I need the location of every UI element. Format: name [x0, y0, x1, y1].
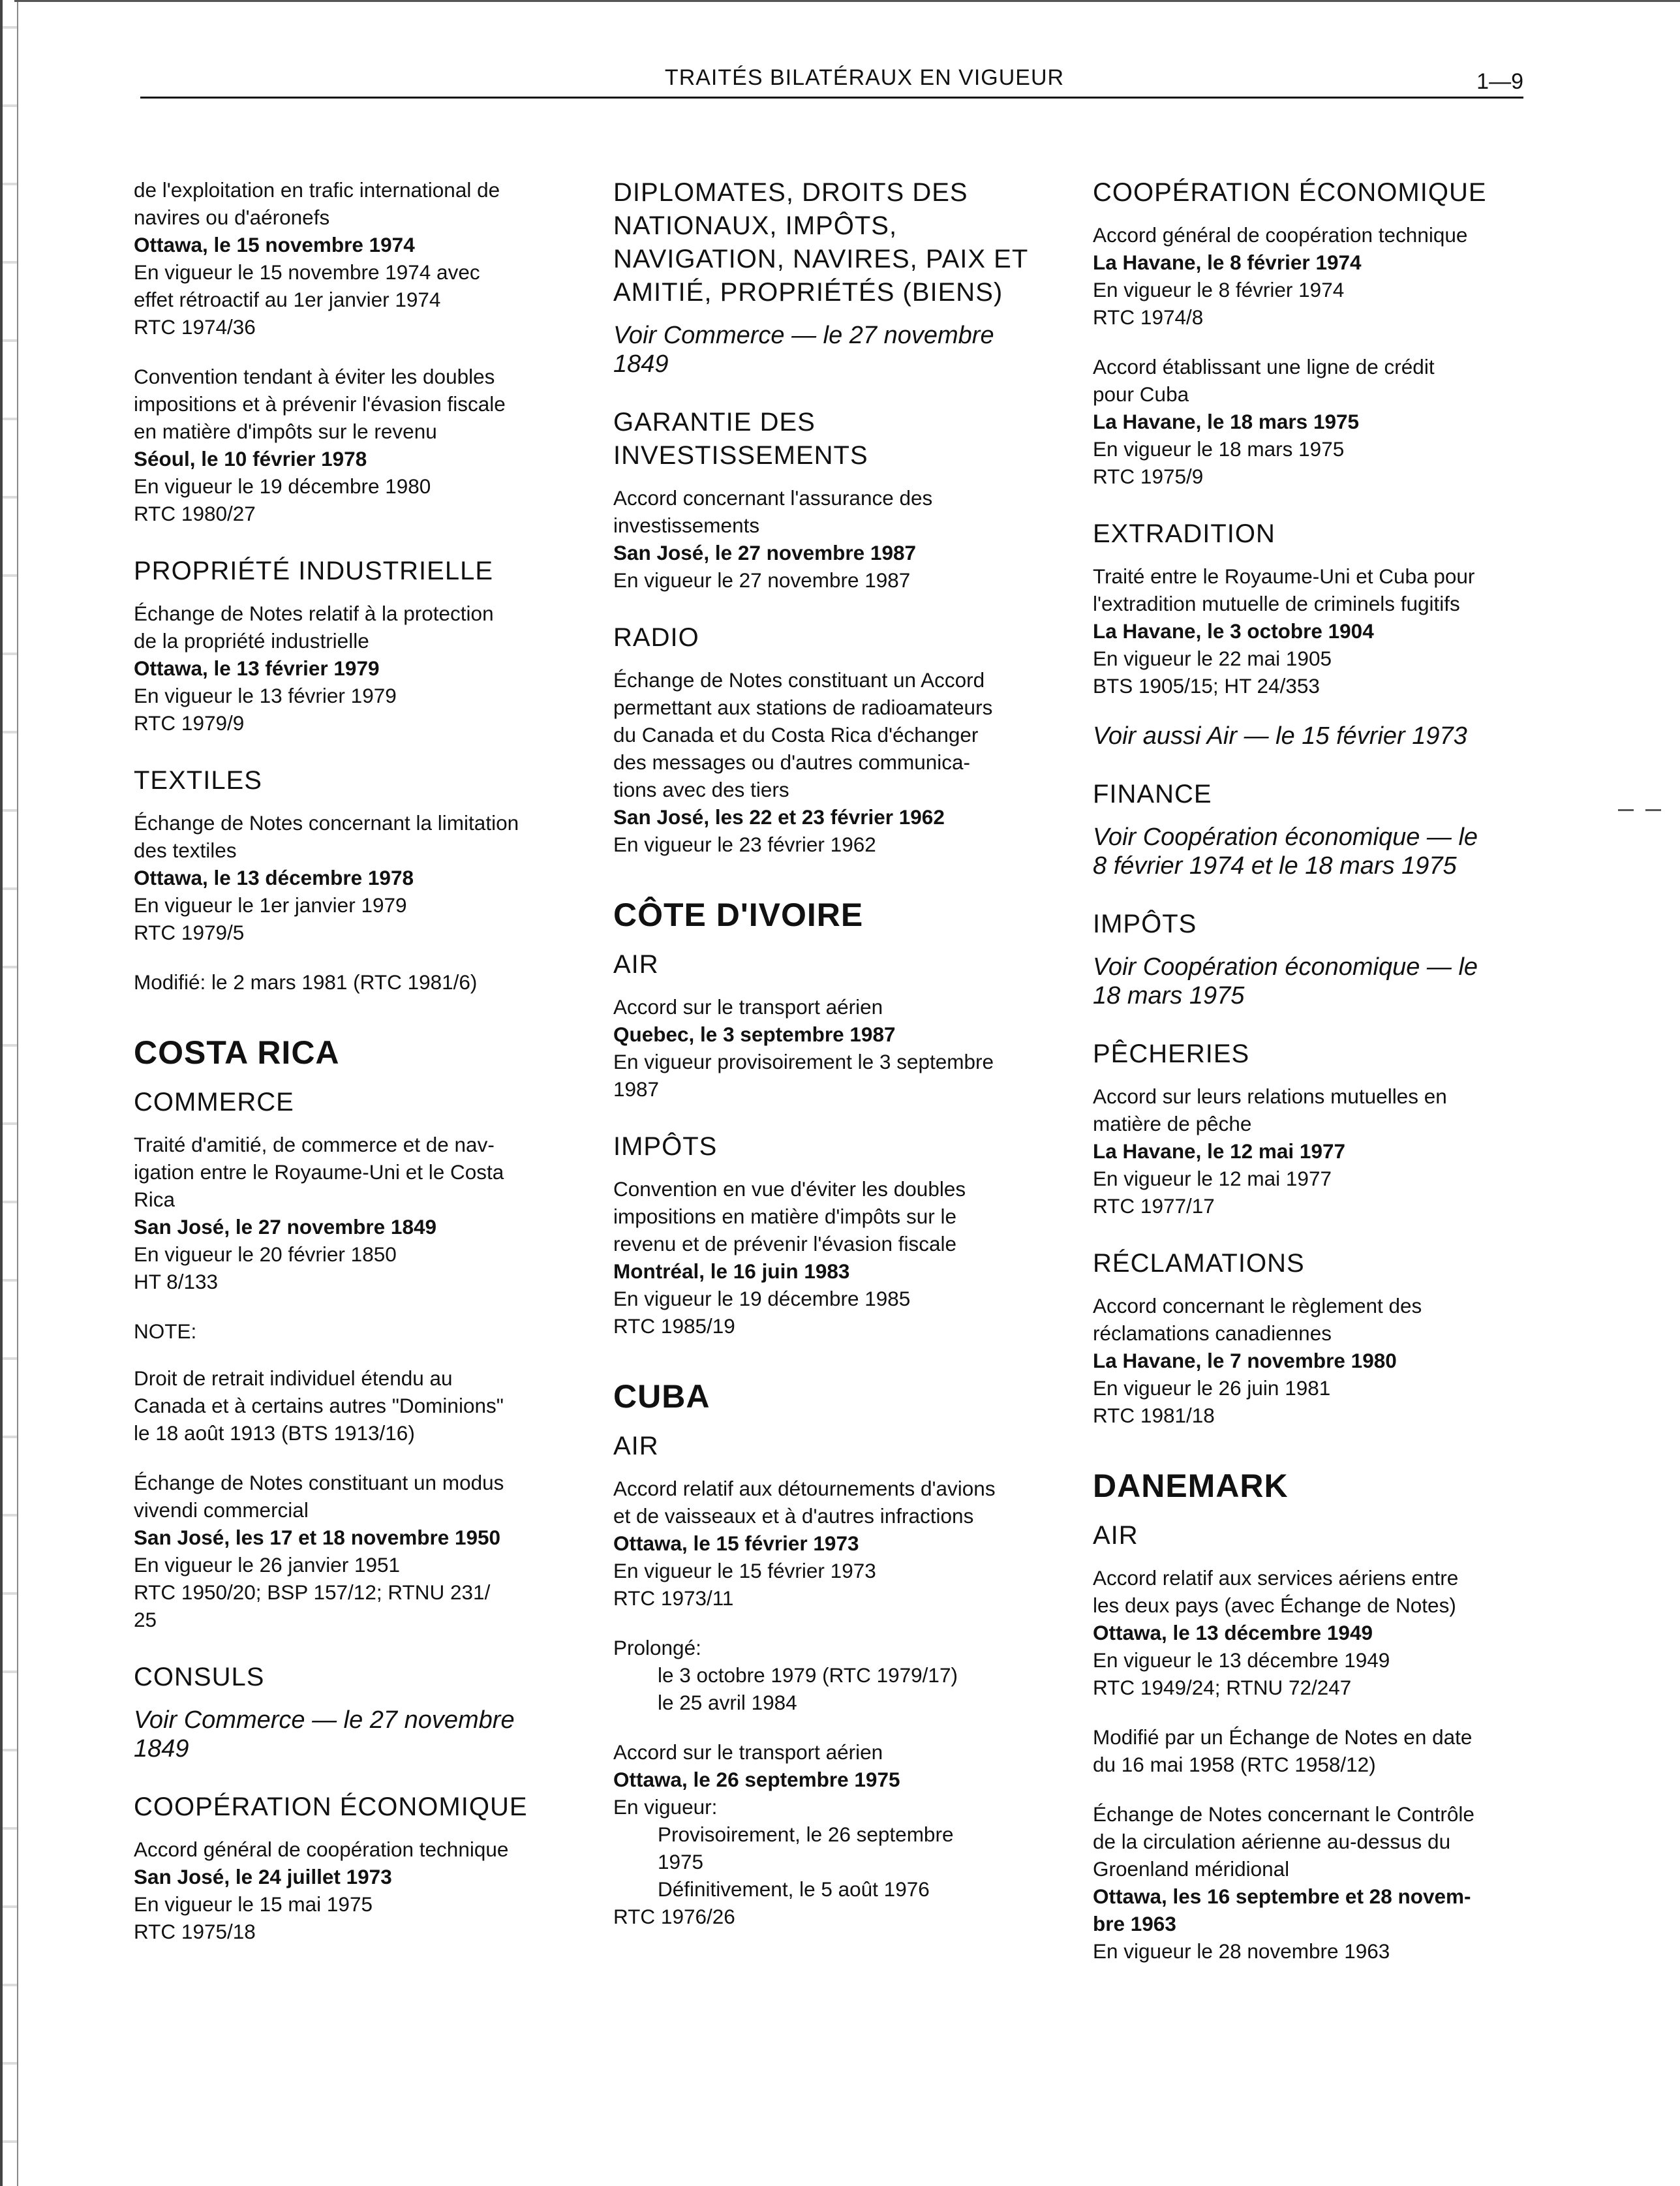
entry-line: Convention tendant à éviter les doubles: [134, 365, 495, 388]
section-title-line: NATIONAUX, IMPÔTS,: [613, 211, 898, 240]
entry-line: Canada et à certains autres "Dominions": [134, 1394, 504, 1417]
treaty-entry: [1093, 562, 1550, 700]
entry-date-line: Quebec, le 3 septembre 1987: [613, 1023, 896, 1046]
entry-reference: RTC 1974/36: [134, 315, 256, 339]
entry-line: Traité d'amitié, de commerce et de nav-: [134, 1133, 495, 1156]
entry-line: pour Cuba: [1093, 382, 1189, 406]
country-heading-costa-rica: COSTA RICA: [134, 1034, 340, 1071]
entry-date-line: La Havane, le 8 février 1974: [1093, 251, 1362, 274]
entry-date-line: Séoul, le 10 février 1978: [134, 447, 367, 470]
treaty-note: [134, 1364, 590, 1447]
entry-line: matière de pêche: [1093, 1112, 1252, 1135]
entry-line: effet rétroactif au 1er janvier 1974: [134, 288, 441, 311]
entry-line: En vigueur le 1er janvier 1979: [134, 893, 407, 917]
entry-date-line: Montréal, le 16 juin 1983: [613, 1259, 850, 1283]
treaty-entry: [134, 1131, 590, 1295]
entry-line: En vigueur le 26 janvier 1951: [134, 1553, 401, 1577]
section-title-diplomates: [613, 176, 1070, 309]
cross-reference-line: Voir Commerce — le 27 novembre: [613, 322, 994, 349]
entry-line: l'extradition mutuelle de criminels fugitifs: [1093, 592, 1460, 615]
entry-date-line: San José, le 27 novembre 1849: [134, 1215, 437, 1239]
treaty-entry: [1093, 1292, 1550, 1429]
entry-line: du 16 mai 1958 (RTC 1958/12): [1093, 1753, 1376, 1776]
entry-reference: RTC 1981/18: [1093, 1404, 1215, 1427]
entry-date-line: Ottawa, le 13 décembre 1949: [1093, 1621, 1373, 1644]
entry-date-line: Ottawa, le 26 septembre 1975: [613, 1768, 900, 1791]
entry-line: Échange de Notes concernant le Contrôle: [1093, 1802, 1474, 1826]
section-title-pecheries: PÊCHERIES: [1093, 1039, 1250, 1068]
entry-line: en matière d'impôts sur le revenu: [134, 420, 437, 443]
margin-dash-mark: [1618, 809, 1664, 811]
section-title-textiles: TEXTILES: [134, 766, 262, 795]
entry-line: Accord sur le transport aérien: [613, 1740, 883, 1764]
section-title-line: AMITIÉ, PROPRIÉTÉS (BIENS): [613, 278, 1003, 307]
cross-reference: [1093, 722, 1550, 750]
entry-date-line: San José, les 22 et 23 février 1962: [613, 805, 945, 829]
entry-date-line: San José, le 24 juillet 1973: [134, 1865, 392, 1888]
entry-line: Droit de retrait individuel étendu au: [134, 1366, 453, 1390]
cross-reference-line: Voir aussi Air — le 15 février 1973: [1093, 722, 1467, 750]
section-title-impots: IMPÔTS: [613, 1132, 718, 1161]
entry-line: En vigueur le 20 février 1850: [134, 1242, 397, 1266]
treaty-entry: [1093, 221, 1550, 331]
cross-reference-line: Voir Commerce — le 27 novembre: [134, 1706, 515, 1734]
entry-date-line: bre 1963: [1093, 1912, 1176, 1935]
entry-line: Accord relatif aux détournements d'avions: [613, 1477, 996, 1500]
entry-line: 1987: [613, 1077, 660, 1101]
entry-line: En vigueur le 23 février 1962: [613, 833, 876, 856]
treaty-entry: [613, 484, 1070, 594]
entry-reference: RTC 1975/18: [134, 1920, 256, 1943]
column-3: [1093, 176, 1550, 1987]
treaty-entry: [134, 600, 590, 737]
entry-line: En vigueur le 13 février 1979: [134, 684, 397, 707]
section-title-line: DIPLOMATES, DROITS DES: [613, 178, 968, 207]
entry-line: En vigueur le 15 novembre 1974 avec: [134, 260, 480, 284]
entry-reference: RTC 1950/20; BSP 157/12; RTNU 231/: [134, 1580, 491, 1604]
cross-reference-line: 1849: [134, 1735, 189, 1763]
entry-line: les deux pays (avec Échange de Notes): [1093, 1593, 1456, 1617]
note-label: NOTE:: [134, 1319, 197, 1343]
entry-line: investissements: [613, 514, 760, 537]
entry-line: réclamations canadiennes: [1093, 1321, 1332, 1345]
section-title-consuls: CONSULS: [134, 1663, 265, 1691]
entry-line: Accord concernant le règlement des: [1093, 1294, 1422, 1317]
entry-line: Échange de Notes relatif à la protection: [134, 602, 494, 625]
entry-reference: RTC 1974/8: [1093, 305, 1204, 329]
cross-reference: [1093, 823, 1550, 880]
entry-date-line: San José, les 17 et 18 novembre 1950: [134, 1526, 501, 1549]
header-title: TRAITÉS BILATÉRAUX EN VIGUEUR: [664, 65, 1065, 90]
entry-line: le 25 avril 1984: [658, 1691, 797, 1714]
country-heading-danemark: DANEMARK: [1093, 1468, 1289, 1504]
entry-date-line: Ottawa, le 13 février 1979: [134, 656, 380, 680]
treaty-entry: [613, 666, 1070, 858]
entry-date-line: Ottawa, le 15 novembre 1974: [134, 233, 415, 256]
entry-line: Accord relatif aux services aériens entre: [1093, 1566, 1459, 1590]
section-title-air: AIR: [613, 1432, 659, 1460]
entry-line: Échange de Notes concernant la limitation: [134, 811, 519, 835]
column-2: [613, 176, 1070, 1952]
cross-reference-line: 1849: [613, 350, 669, 378]
entry-line: Accord général de coopération technique: [1093, 223, 1468, 247]
section-title-impots: IMPÔTS: [1093, 910, 1197, 938]
treaty-entry: [134, 1836, 590, 1945]
entry-line: En vigueur le 19 décembre 1980: [134, 474, 431, 498]
entry-line: En vigueur le 22 mai 1905: [1093, 647, 1332, 670]
entry-date-line: Ottawa, les 16 septembre et 28 novem-: [1093, 1885, 1471, 1908]
entry-line: En vigueur le 26 juin 1981: [1093, 1376, 1331, 1400]
entry-line: En vigueur le 15 février 1973: [613, 1559, 876, 1582]
entry-line: Accord établissant une ligne de crédit: [1093, 355, 1435, 378]
cross-reference-line: 8 février 1974 et le 18 mars 1975: [1093, 852, 1457, 880]
treaty-entry: [134, 176, 590, 341]
entry-reference: BTS 1905/15; HT 24/353: [1093, 674, 1320, 698]
section-title-finance: FINANCE: [1093, 780, 1212, 808]
entry-date-line: Ottawa, le 15 février 1973: [613, 1532, 859, 1555]
entry-line: Accord concernant l'assurance des: [613, 486, 933, 510]
entry-line: Échange de Notes constituant un modus: [134, 1471, 504, 1494]
entry-reference: RTC 1976/26: [613, 1905, 735, 1928]
section-title-propriete-industrielle: PROPRIÉTÉ INDUSTRIELLE: [134, 557, 494, 585]
entry-line: Convention en vue d'éviter les doubles: [613, 1177, 966, 1201]
entry-line: impositions et à prévenir l'évasion fiscale: [134, 392, 506, 416]
entry-line: 1975: [658, 1850, 704, 1873]
entry-line: revenu et de prévenir l'évasion fiscale: [613, 1232, 957, 1255]
entry-reference: RTC 1979/5: [134, 921, 245, 944]
treaty-entry: [613, 993, 1070, 1103]
entry-reference: RTC 1980/27: [134, 502, 256, 525]
treaty-entry: [1093, 1800, 1550, 1965]
entry-line: et de vaisseaux et à d'autres infractions: [613, 1504, 974, 1528]
treaty-entry: [134, 363, 590, 527]
entry-line: En vigueur le 13 décembre 1949: [1093, 1648, 1390, 1672]
entry-date-line: La Havane, le 3 octobre 1904: [1093, 619, 1374, 643]
section-title-extradition: EXTRADITION: [1093, 519, 1275, 548]
entry-reference: RTC 1979/9: [134, 711, 245, 735]
entry-line: En vigueur provisoirement le 3 septembre: [613, 1050, 994, 1073]
entry-line: En vigueur le 27 novembre 1987: [613, 568, 911, 592]
entry-line: des textiles: [134, 839, 237, 862]
entry-reference: HT 8/133: [134, 1270, 218, 1293]
cross-reference: [613, 321, 1070, 378]
entry-reference: RTC 1977/17: [1093, 1194, 1215, 1218]
entry-line: Échange de Notes constituant un Accord: [613, 668, 985, 692]
entry-line: Rica: [134, 1188, 176, 1211]
section-title-garantie: [613, 406, 1070, 472]
entry-date-line: Ottawa, le 13 décembre 1978: [134, 866, 414, 889]
country-heading-cote-divoire: CÔTE D'IVOIRE: [613, 897, 864, 933]
entry-line: impositions en matière d'impôts sur le: [613, 1205, 956, 1228]
entry-date-line: La Havane, le 18 mars 1975: [1093, 410, 1360, 433]
entry-line: des messages ou d'autres communica-: [613, 750, 971, 774]
entry-line: le 18 août 1913 (BTS 1913/16): [134, 1421, 415, 1445]
section-title-air: AIR: [1093, 1521, 1138, 1550]
cross-reference-line: Voir Coopération économique — le: [1093, 953, 1478, 981]
page-top-edge: [14, 0, 1680, 2]
entry-date-line: La Havane, le 12 mai 1977: [1093, 1139, 1345, 1163]
entry-line: En vigueur le 19 décembre 1985: [613, 1287, 911, 1310]
page-number: 1—9: [1476, 69, 1523, 94]
section-title-line: NAVIGATION, NAVIRES, PAIX ET: [613, 245, 1029, 273]
entry-line: Définitivement, le 5 août 1976: [658, 1877, 930, 1901]
entry-line: le 3 octobre 1979 (RTC 1979/17): [658, 1663, 958, 1687]
treaty-entry: [134, 809, 590, 946]
section-title-radio: RADIO: [613, 623, 699, 652]
section-title-line: GARANTIE DES: [613, 408, 816, 437]
entry-line: Prolongé:: [613, 1636, 701, 1659]
entry-line: permettant aux stations de radioamateurs: [613, 696, 993, 719]
entry-line: du Canada et du Costa Rica d'échanger: [613, 723, 979, 747]
binding-edge: [0, 0, 18, 2186]
treaty-entry: [613, 1175, 1070, 1340]
treaty-entry: [1093, 353, 1550, 490]
treaty-entry: [613, 1475, 1070, 1612]
entry-reference: RTC 1985/19: [613, 1314, 735, 1338]
entry-date-line: La Havane, le 7 novembre 1980: [1093, 1349, 1397, 1372]
section-title-air: AIR: [613, 950, 659, 979]
treaty-amendment: [134, 968, 590, 996]
entry-line: En vigueur le 18 mars 1975: [1093, 437, 1345, 461]
entry-line: Accord sur leurs relations mutuelles en: [1093, 1085, 1447, 1108]
entry-line: vivendi commercial: [134, 1498, 309, 1522]
entry-reference: RTC 1975/9: [1093, 465, 1204, 488]
entry-line: Provisoirement, le 26 septembre: [658, 1823, 954, 1846]
entry-line: Modifié: le 2 mars 1981 (RTC 1981/6): [134, 970, 478, 994]
country-heading-cuba: CUBA: [613, 1378, 710, 1415]
entry-reference: RTC 1949/24; RTNU 72/247: [1093, 1676, 1352, 1699]
cross-reference-line: Voir Coopération économique — le: [1093, 824, 1478, 851]
entry-line: Accord général de coopération technique: [134, 1838, 509, 1861]
entry-line: de la circulation aérienne au-dessus du: [1093, 1830, 1451, 1853]
entry-line: Groenland méridional: [1093, 1857, 1290, 1881]
section-title-line: INVESTISSEMENTS: [613, 441, 868, 470]
treaty-amendment: [1093, 1723, 1550, 1778]
treaty-entry: [1093, 1564, 1550, 1701]
entry-line: En vigueur:: [613, 1795, 718, 1819]
entry-line: Accord sur le transport aérien: [613, 995, 883, 1019]
entry-line: igation entre le Royaume-Uni et le Costa: [134, 1160, 504, 1184]
treaty-entry: [1093, 1083, 1550, 1220]
entry-line: Traité entre le Royaume-Uni et Cuba pour: [1093, 564, 1475, 588]
entry-line: En vigueur le 15 mai 1975: [134, 1892, 373, 1916]
cross-reference: [134, 1706, 590, 1763]
section-title-cooperation: COOPÉRATION ÉCONOMIQUE: [134, 1793, 528, 1821]
entry-line: navires ou d'aéronefs: [134, 206, 330, 229]
treaty-extension: [613, 1634, 1070, 1716]
section-title-commerce: COMMERCE: [134, 1088, 294, 1116]
entry-line: de l'exploitation en trafic international de: [134, 178, 500, 202]
cross-reference: [1093, 953, 1550, 1010]
section-title-cooperation: COOPÉRATION ÉCONOMIQUE: [1093, 178, 1487, 207]
treaty-entry: [613, 1738, 1070, 1930]
column-1: [134, 176, 590, 1967]
entry-reference: 25: [134, 1608, 157, 1631]
entry-line: tions avec des tiers: [613, 778, 789, 801]
entry-line: En vigueur le 8 février 1974: [1093, 278, 1345, 301]
entry-line: de la propriété industrielle: [134, 629, 369, 653]
section-title-reclamations: RÉCLAMATIONS: [1093, 1249, 1305, 1278]
entry-line: En vigueur le 28 novembre 1963: [1093, 1939, 1390, 1963]
entry-reference: RTC 1973/11: [613, 1586, 734, 1610]
running-header: [140, 65, 1523, 99]
entry-date-line: San José, le 27 novembre 1987: [613, 541, 917, 564]
cross-reference-line: 18 mars 1975: [1093, 982, 1245, 1009]
entry-line: Modifié par un Échange de Notes en date: [1093, 1725, 1473, 1749]
treaty-entry: [134, 1469, 590, 1633]
entry-line: En vigueur le 12 mai 1977: [1093, 1167, 1332, 1190]
